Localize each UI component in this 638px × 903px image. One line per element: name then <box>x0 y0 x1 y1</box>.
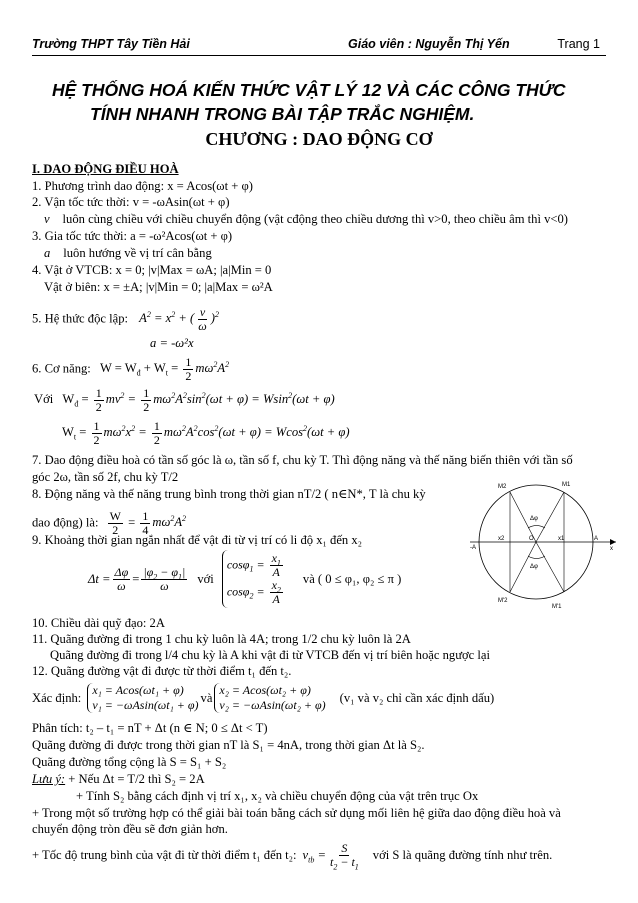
item-7a: 7. Dao động điều hoà có tần số góc là ω, tần số f, chu kỳ T. Thì động năng và thế năng biến thiên với tần số <box>32 453 573 467</box>
item-3: 3. Gia tốc tức thời: a = -ω²Acos(ωt + φ) <box>32 229 233 243</box>
label-m2-prime: M'2 <box>498 598 508 604</box>
circle-diagram <box>470 476 620 616</box>
analysis-1: Phân tích: t₂ – t₁ = nT + Δt (n ∈ N; 0 ≤ Δt < T) <box>32 721 268 735</box>
item-9: 9. Khoảng thời gian ngắn nhất để vật đi từ vị trí có li độ x₁ đến x₂ <box>32 533 363 547</box>
label-dphi-bottom: Δφ <box>530 564 538 570</box>
eq-x2: x₂ = Acos(ωt₂ + φ) <box>219 683 311 697</box>
label-x-axis: x <box>610 546 613 552</box>
average-speed-text: + Tốc độ trung bình của vật đi từ thời điểm t₁ đến t₂: <box>32 847 297 862</box>
school-name: Trường THPT Tây Tiền Hải <box>32 37 190 51</box>
item-5: 5. Hệ thức độc lập: <box>32 311 129 326</box>
item-6: 6. Cơ năng: <box>32 361 91 376</box>
item-11b: Quãng đường đi trong l/4 chu kỳ là A khi vật đi từ VTCB đến vị trí biên hoặc ngược lại <box>50 648 491 662</box>
item-3-note: luôn hướng về vị trí cân bằng <box>63 246 212 260</box>
item-2-note: luôn cùng chiều với chiều chuyển động (vật cđộng theo chiều dương thì v>0, theo chiều âm thì v<0) <box>62 212 568 226</box>
velocity-vector-symbol: v⃗ <box>44 212 60 226</box>
note-3a: + Trong một số trường hợp có thể giải bài toán bằng cách sử dụng mối liên hệ giữa dao động điều hoà và <box>32 806 561 820</box>
label-neg-a: -A <box>470 545 476 551</box>
item-10: 10. Chiều dài quỹ đạo: 2A <box>32 616 165 630</box>
item-4b: Vật ở biên: x = ±A; |v|Min = 0; |a|Max = ω²A <box>44 280 273 294</box>
page-number: Trang 1 <box>557 37 600 51</box>
item-12-and: và <box>200 690 213 705</box>
label-dphi-top: Δφ <box>530 516 538 522</box>
page-header <box>32 37 606 56</box>
title-line-1: HỆ THỐNG HOÁ KIẾN THỨC VẬT LÝ 12 VÀ CÁC CÔNG THỨC <box>52 80 566 100</box>
note-2: + Tính S₂ bằng cách định vị trí x₁, x₂ và chiều chuyển động của vật trên trục Ox <box>76 789 479 803</box>
document-title <box>52 78 612 126</box>
teacher-name: Giáo viên : Nguyễn Thị Yến <box>348 37 510 51</box>
item-9-with: với <box>197 571 214 586</box>
average-speed-suffix: với S là quãng đường tính như trên. <box>372 847 553 862</box>
item-1: 1. Phương trình dao động: x = Acos(ωt + φ) <box>32 179 253 193</box>
item-11: 11. Quãng đường đi trong 1 chu kỳ luôn là 4A; trong 1/2 chu kỳ luôn là 2A <box>32 632 411 646</box>
item-7b: góc 2ω, tần số 2f, chu kỳ T/2 <box>32 470 179 484</box>
label-m1: M1 <box>562 482 571 488</box>
note-label: Lưu ý: <box>32 772 66 786</box>
item-12-note: (v₁ và v₂ chỉ cần xác định dấu) <box>339 690 495 705</box>
eq-v1: v₁ = −ωAsin(ωt₁ + φ) <box>92 698 199 712</box>
label-x1: x1 <box>558 536 565 542</box>
item-8a: 8. Động năng và thế năng trung bình trong thời gian nT/2 ( n∈N*, T là chu kỳ <box>32 487 426 501</box>
item-8b: dao động) là: <box>32 515 99 530</box>
label-m1-prime: M'1 <box>552 604 562 610</box>
analysis-3: Quãng đường tổng cộng là S = S₁ + S₂ <box>32 755 227 769</box>
eq-v2: v₂ = −ωAsin(ωt₂ + φ) <box>219 698 326 712</box>
label-m2: M2 <box>498 484 507 490</box>
label-x2: x2 <box>498 536 505 542</box>
label-a: A <box>594 536 599 542</box>
v-over-omega: $\frac{v}{\omega}$ <box>198 305 207 333</box>
label-o: O <box>529 536 534 542</box>
acceleration-vector-symbol: a⃗ <box>44 246 61 260</box>
item-12: 12. Quãng đường vật đi được từ thời điểm t₁ đến t₂. <box>32 664 292 678</box>
analysis-2: Quãng đường đi được trong thời gian nT là S₁ = 4nA, trong thời gian Δt là S₂. <box>32 738 425 752</box>
item-2: 2. Vận tốc tức thời: v = -ωAsin(ωt + φ) <box>32 195 230 209</box>
item-9-condition: và ( 0 ≤ φ₁, φ₂ ≤ π ) <box>302 571 402 586</box>
chapter-heading: CHƯƠNG : DAO ĐỘNG CƠ <box>205 129 433 149</box>
title-line-2: TÍNH NHANH TRONG BÀI TẬP TRẮC NGHIỆM. <box>90 104 475 124</box>
section-heading: I. DAO ĐỘNG ĐIỀU HOÀ <box>32 162 179 176</box>
item-6-with: Với <box>34 392 54 407</box>
eq-x1: x₁ = Acos(ωt₁ + φ) <box>92 683 184 697</box>
note-3b: chuyển động tròn đều sẽ đơn giản hơn. <box>32 822 228 836</box>
item-4: 4. Vật ở VTCB: x = 0; |v|Max = ωA; |a|Min = 0 <box>32 263 272 277</box>
item-5b: a = -ω²x <box>150 336 194 350</box>
item-12-determine: Xác định: <box>32 690 82 705</box>
note-1: + Nếu Δt = T/2 thì S₂ = 2A <box>68 772 205 786</box>
